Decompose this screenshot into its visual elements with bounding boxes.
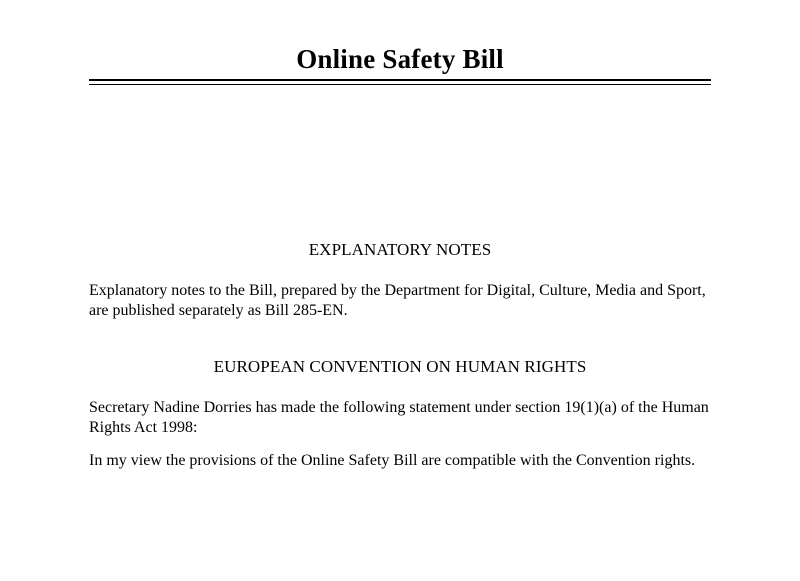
- section-heading-explanatory-notes: EXPLANATORY NOTES: [308, 240, 492, 259]
- explanatory-notes-paragraph: Explanatory notes to the Bill, prepared by the Department for Digital, Culture, Media and Sport, are published separately as Bill 285-EN.: [89, 282, 706, 319]
- document-title: Online Safety Bill: [296, 44, 504, 74]
- section-heading-echr: EUROPEAN CONVENTION ON HUMAN RIGHTS: [213, 357, 587, 376]
- echr-statement-paragraph: Secretary Nadine Dorries has made the following statement under section 19(1)(a) of the Human Rights Act 1998:: [89, 399, 709, 436]
- title-rule-thick: [89, 79, 711, 81]
- title-rule-thin: [89, 84, 711, 85]
- echr-compatibility-paragraph: In my view the provisions of the Online Safety Bill are compatible with the Convention rights.: [89, 452, 696, 469]
